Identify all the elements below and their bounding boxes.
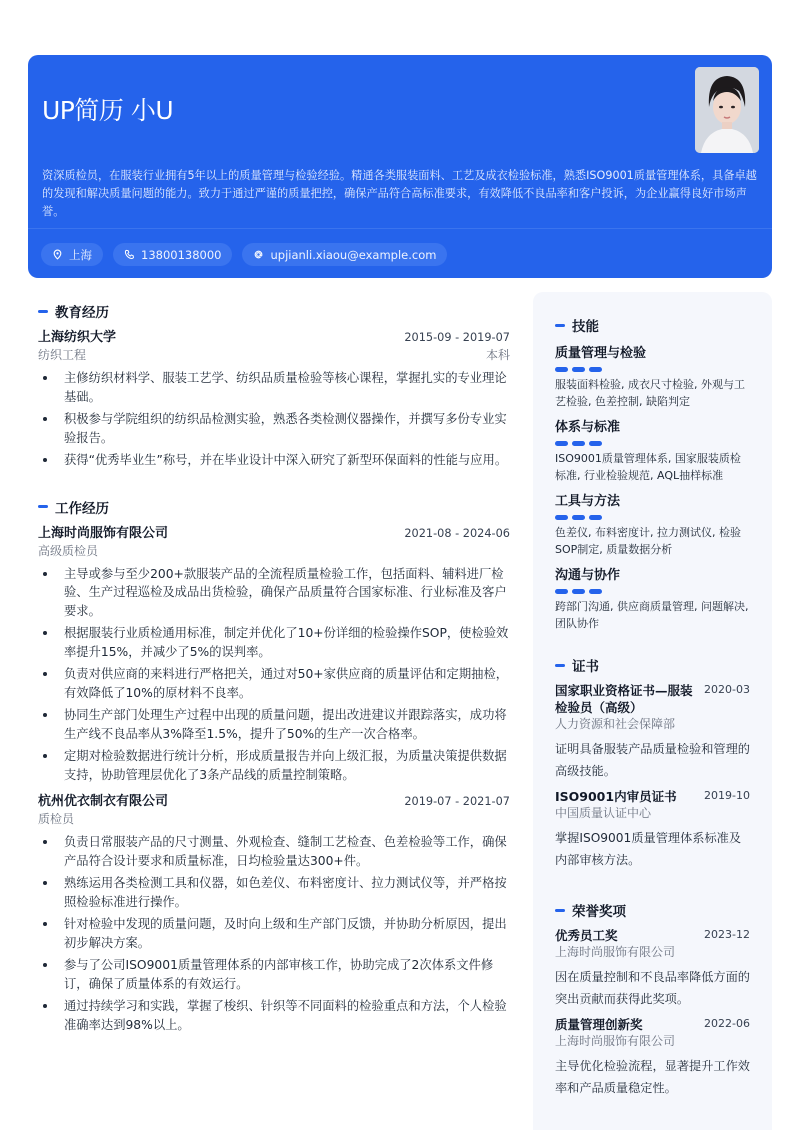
list-item: 积极参与学院组织的纺织品检测实验，熟悉各类检测仪器操作，并撰写多份专业实验报告。	[38, 410, 510, 447]
profile-summary: 资深质检员，在服装行业拥有5年以上的质量管理与检验经验。精通各类服装面料、工艺及成衣检验标准，熟悉ISO9001质量管理体系，具备卓越的发现和解决质量问题的能力。致力于通过严谨的质量把控，确保产品符合高标准要求，有效降低不良品率和客户投诉，为企业赢得良好市场声誉。	[42, 169, 757, 218]
award-date: 2023-12	[704, 928, 750, 941]
list-item: 负责日常服装产品的尺寸测量、外观检查、缝制工艺检查、色差检验等工作，确保产品符合设计要求和质量标准，日均检验量达300+件。	[38, 833, 510, 870]
contact-email[interactable]	[242, 243, 447, 266]
list-item: 熟练运用各类检测工具和仪器，如色差仪、布料密度计、拉力测试仪等，并严格按照检验标准进行操作。	[38, 874, 510, 911]
skill-name: 质量管理与检验	[555, 346, 647, 361]
award-name: 优秀员工奖	[555, 928, 618, 943]
portrait-photo	[695, 67, 759, 153]
list-item: 负责对供应商的来料进行严格把关，通过对50+家供应商的质量评估和定期抽检，有效降低了10%的原材料不良率。	[38, 665, 510, 702]
list-item: 针对检验中发现的质量问题，及时向上级和生产部门反馈，并协助分析原因，提出初步解决方案。	[38, 915, 510, 952]
list-item: 根据服装行业质检通用标准，制定并优化了10+份详细的检验操作SOP，使检验效率提升15%，并减少了5%的误判率。	[38, 624, 510, 661]
work-section	[38, 496, 510, 1035]
list-item: 协同生产部门处理生产过程中出现的质量问题，提出改进建议并跟踪落实，成功将生产线不良品率从3%降至1.5%，提升了50%的生产一次合格率。	[38, 706, 510, 743]
at-sign-icon	[253, 249, 264, 260]
main-column	[38, 300, 510, 1038]
section-marker-icon	[555, 664, 565, 667]
contact-phone[interactable]	[113, 243, 232, 266]
certificate-desc: 掌握ISO9001质量管理体系标准及内部审核方法。	[555, 831, 742, 867]
section-title-certificates: 证书	[555, 654, 750, 676]
section-marker-icon	[38, 505, 48, 508]
skill-group	[555, 564, 750, 632]
section-title-work: 工作经历	[38, 496, 510, 518]
certificate-item	[555, 682, 750, 782]
list-item: 主修纺织材料学、服装工艺学、纺织品质量检验等核心课程，掌握扎实的专业理论基础。	[38, 369, 510, 406]
certificate-name: 国家职业资格证书—服装检验员（高级）	[555, 683, 693, 715]
degree: 本科	[485, 348, 510, 362]
skill-name: 体系与标准	[555, 420, 621, 435]
skill-group	[555, 490, 750, 558]
school-name: 上海纺织大学	[38, 330, 117, 345]
skill-desc: 色差仪, 布料密度计, 拉力测试仪, 检验SOP制定, 质量数据分析	[555, 526, 741, 556]
sidebar	[533, 292, 772, 1130]
certificate-item	[555, 788, 750, 871]
section-title-skills: 技能	[555, 314, 750, 336]
phone-icon	[124, 249, 135, 260]
candidate-name: UP简历 小U	[42, 96, 174, 125]
list-item: 参与了公司ISO9001质量管理体系的内部审核工作，协助完成了2次体系文件修订，确保了质量体系的有效运行。	[38, 956, 510, 993]
section-title-education: 教育经历	[38, 300, 510, 322]
certificates-section	[555, 654, 750, 871]
skill-level-indicator	[555, 367, 750, 372]
major: 纺织工程	[38, 348, 87, 362]
location-pin-icon	[52, 249, 63, 260]
work-date: 2019-07 - 2021-07	[404, 795, 510, 808]
work-entry	[38, 522, 510, 785]
award-issuer: 上海时尚服饰有限公司	[555, 1034, 676, 1048]
list-item: 通过持续学习和实践，掌握了梭织、针织等不同面料的检验重点和方法，个人检验准确率达到98%以上。	[38, 997, 510, 1034]
certificate-name: ISO9001内审员证书	[555, 789, 677, 804]
work-entry	[38, 790, 510, 1034]
skill-desc: ISO9001质量管理体系, 国家服装质检标准, 行业检验规范, AQL抽样标准	[555, 452, 741, 482]
awards-section	[555, 899, 750, 1099]
award-item	[555, 927, 750, 1010]
education-entry	[38, 326, 510, 470]
work-date: 2021-08 - 2024-06	[404, 526, 510, 540]
contact-list	[41, 243, 447, 266]
header-divider	[28, 228, 772, 229]
education-section	[38, 300, 510, 470]
skill-level-indicator	[555, 589, 750, 594]
company-name: 杭州优衣制衣有限公司	[38, 794, 169, 809]
section-marker-icon	[38, 310, 48, 313]
award-issuer: 上海时尚服饰有限公司	[555, 945, 676, 959]
job-role: 质检员	[38, 812, 75, 826]
certificate-issuer: 中国质量认证中心	[555, 806, 652, 820]
skill-name: 沟通与协作	[555, 568, 621, 583]
list-item: 定期对检验数据进行统计分析，形成质量报告并向上级汇报，为质量决策提供数据支持，协助管理层优化了3条产品线的质量控制策略。	[38, 747, 510, 784]
award-date: 2022-06	[704, 1017, 750, 1030]
award-desc: 因在质量控制和不良品率降低方面的突出贡献而获得此奖项。	[555, 970, 750, 1006]
certificate-issuer: 人力资源和社会保障部	[555, 717, 676, 731]
award-desc: 主导优化检验流程，显著提升工作效率和产品质量稳定性。	[555, 1059, 750, 1095]
certificate-date: 2019-10	[704, 789, 750, 802]
section-title-awards: 荣誉奖项	[555, 899, 750, 921]
skill-desc: 跨部门沟通, 供应商质量管理, 问题解决, 团队协作	[555, 600, 749, 630]
skill-desc: 服装面料检验, 成衣尺寸检验, 外观与工艺检验, 色差控制, 缺陷判定	[555, 378, 745, 408]
award-name: 质量管理创新奖	[555, 1017, 643, 1032]
phone-text: 13800138000	[141, 247, 222, 262]
skill-level-indicator	[555, 515, 750, 520]
skill-name: 工具与方法	[555, 494, 621, 509]
education-date: 2015-09 - 2019-07	[404, 331, 510, 344]
skill-level-indicator	[555, 441, 750, 446]
skill-group	[555, 342, 750, 410]
section-marker-icon	[555, 909, 565, 912]
list-item: 获得“优秀毕业生”称号，并在毕业设计中深入研究了新型环保面料的性能与应用。	[38, 451, 510, 470]
portrait-image	[695, 67, 759, 153]
work-bullets	[38, 565, 510, 785]
skill-group	[555, 416, 750, 484]
skills-section	[555, 314, 750, 632]
award-item	[555, 1016, 750, 1099]
list-item: 主导或参与至少200+款服装产品的全流程质量检验工作，包括面料、辅料进厂检验、生产过程巡检及成品出货检验，确保产品质量符合国家标准、行业标准及客户要求。	[38, 565, 510, 621]
certificate-desc: 证明具备服装产品质量检验和管理的高级技能。	[555, 742, 750, 778]
education-bullets	[38, 369, 510, 470]
location-text: 上海	[69, 247, 92, 262]
job-role: 高级质检员	[38, 543, 99, 558]
company-name: 上海时尚服饰有限公司	[38, 525, 169, 541]
email-text: upjianli.xiaou@example.com	[270, 247, 437, 262]
certificate-date: 2020-03	[704, 683, 750, 696]
resume-header	[28, 55, 772, 278]
section-marker-icon	[555, 324, 565, 327]
contact-location	[41, 243, 103, 266]
work-bullets	[38, 833, 510, 1034]
